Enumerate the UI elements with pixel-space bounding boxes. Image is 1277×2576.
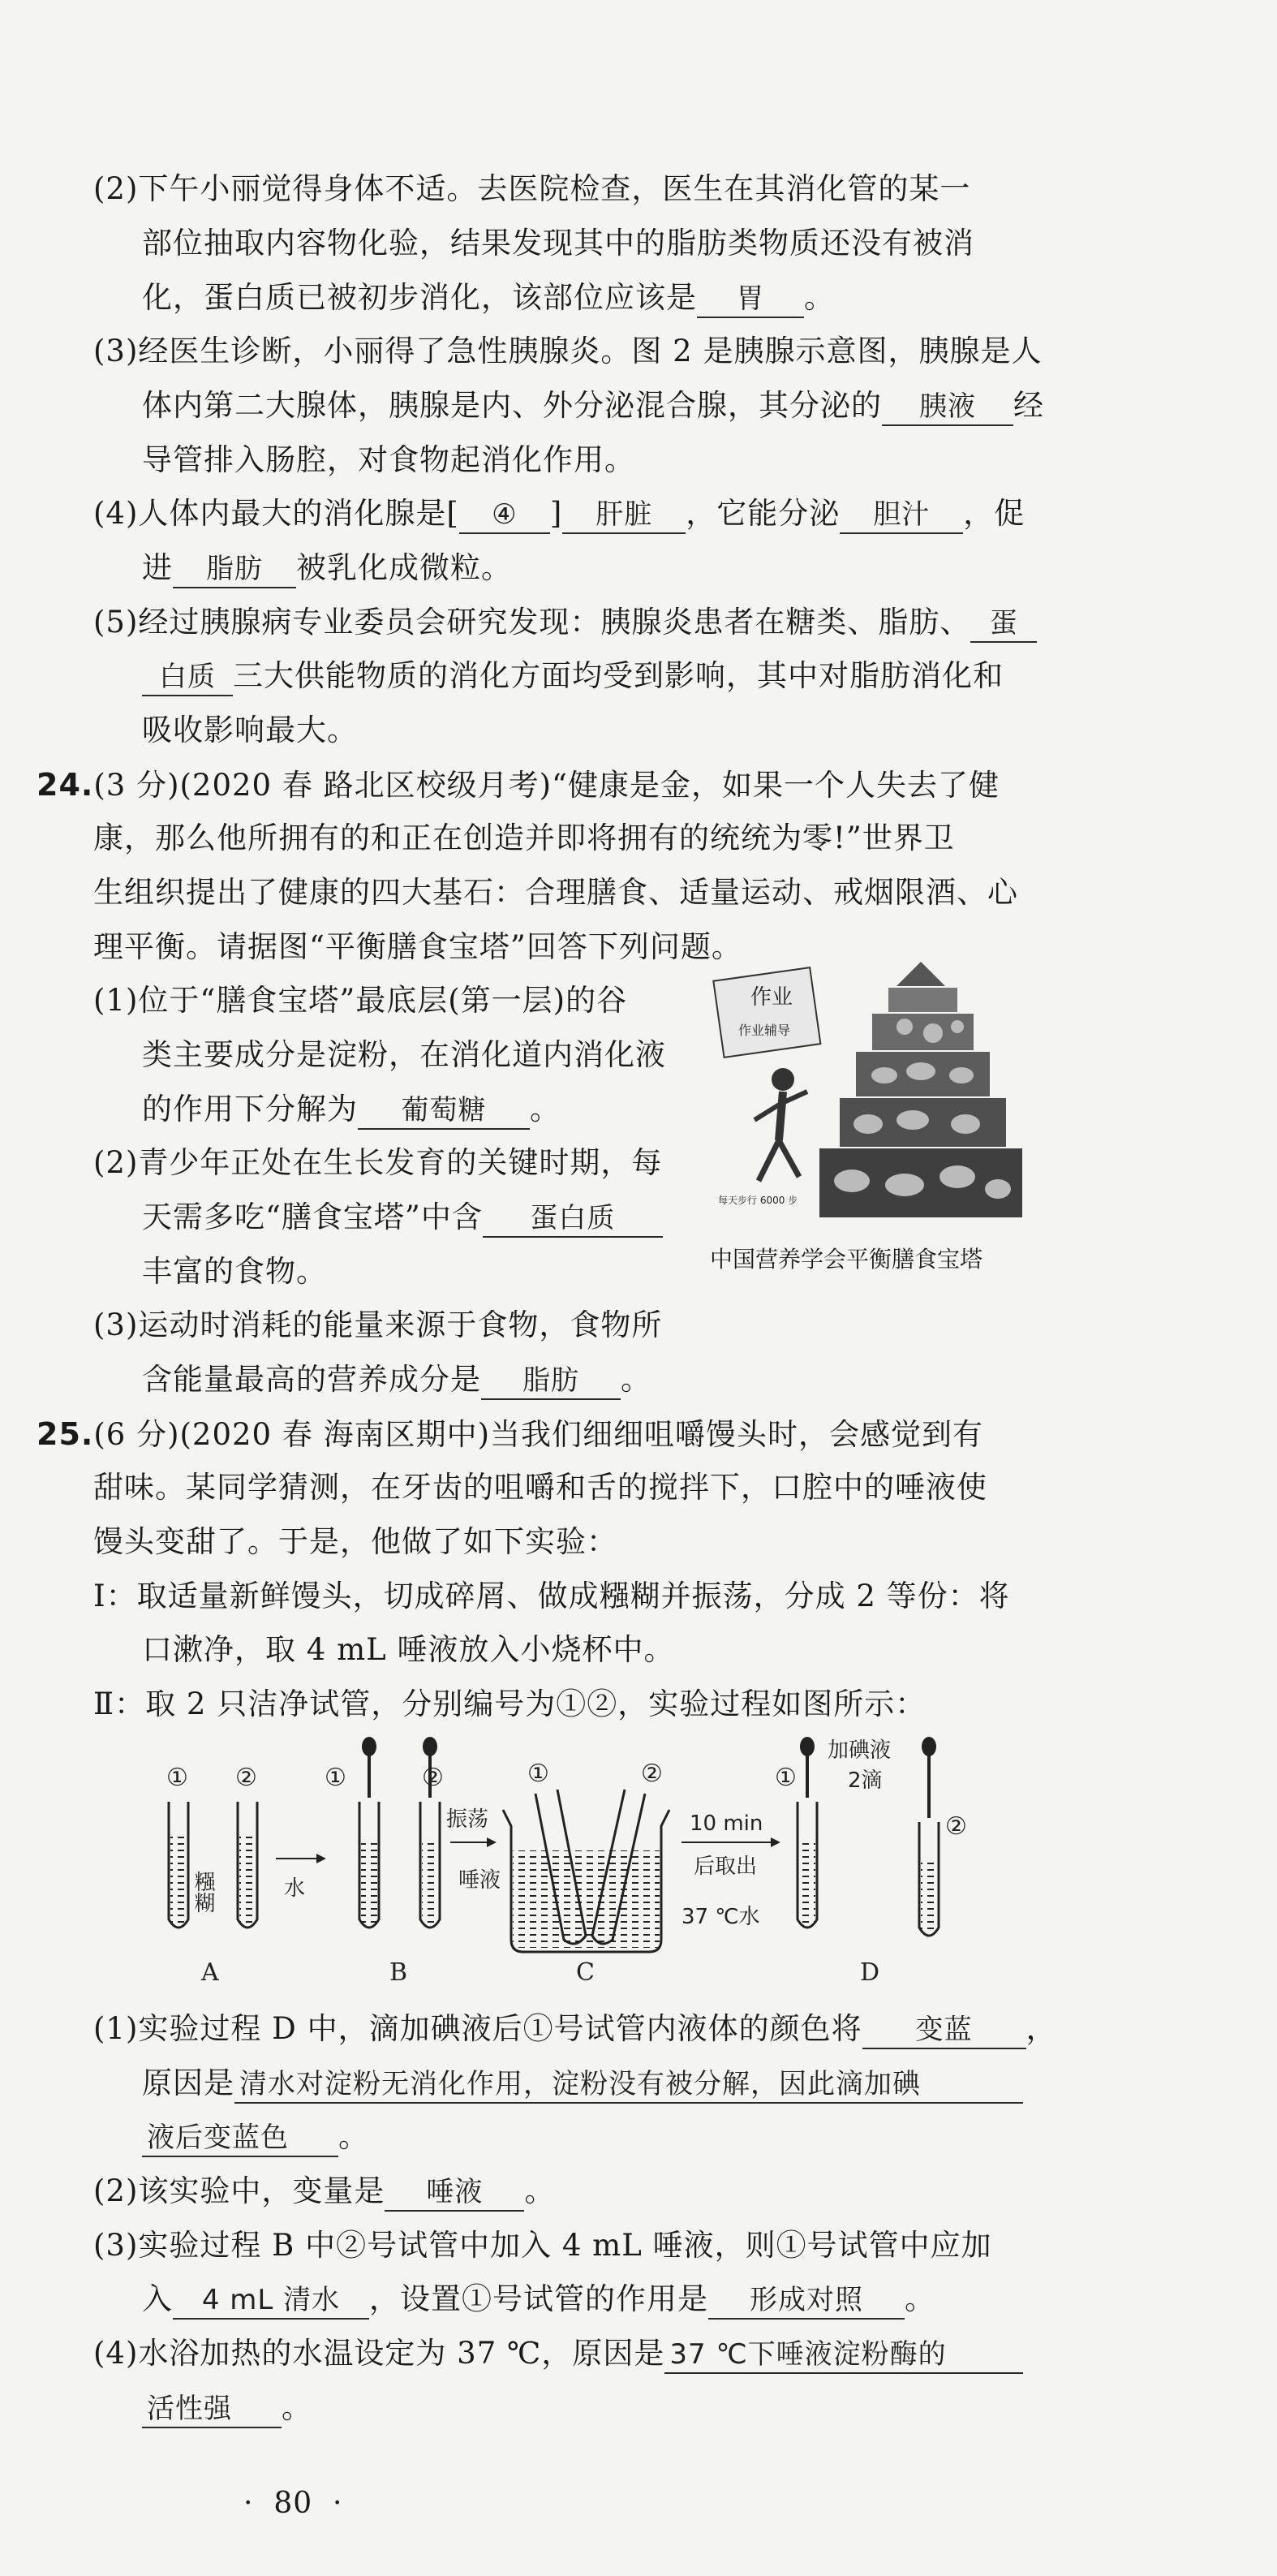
c-tube1-label: ① — [527, 1760, 549, 1788]
q24-part2-line3: 丰富的食物。 — [142, 1254, 327, 1289]
paste-label: 糨糊 — [191, 1871, 215, 1913]
a-tube1-label: ① — [166, 1764, 188, 1792]
q23-part5-line2: 白质 三大供能物质的消化方面均受到影响，其中对脂肪消化和 — [142, 656, 1004, 696]
takeout-label: 后取出 — [694, 1854, 758, 1879]
q24-part1-answer: 葡萄糖 — [358, 1092, 530, 1130]
pyramid-layer-5 — [888, 988, 957, 1012]
q24-part2-answer: 蛋白质 — [483, 1200, 663, 1238]
q23-part2-line2: 部位抽取内容物化验，结果发现其中的脂肪类物质还没有被消 — [142, 226, 974, 261]
q24-line4: 理平衡。请据图“平衡膳食宝塔”回答下列问题。 — [93, 929, 742, 964]
saliva-label: 唾液 — [458, 1868, 501, 1893]
experiment-diagram — [154, 1737, 1087, 1997]
q25-part3-answer-control: 形成对照 — [708, 2282, 905, 2320]
q23-part4-line2: 进 脂肪 被乳化成微粒。 — [142, 548, 512, 588]
runner-head — [772, 1068, 794, 1091]
a-tube2-label: ② — [235, 1764, 257, 1792]
q25-part3-line2: 入 4 mL 清水 ，设置①号试管的作用是 形成对照 。 — [142, 2279, 935, 2320]
q25-part4-line1: (4)水浴加热的水温设定为 37 ℃，原因是 37 ℃下唾液淀粉酶的 — [93, 2333, 1023, 2374]
stage-c-label: C — [576, 1958, 595, 1987]
time-label: 10 min — [690, 1811, 763, 1836]
q24-number: 24. — [37, 767, 94, 803]
q24-part2-line2: 天需多吃“膳食宝塔”中含 蛋白质 — [142, 1197, 663, 1238]
q24-part3-answer: 脂肪 — [481, 1363, 621, 1400]
b-tube1-label: ① — [325, 1764, 346, 1792]
q23-part3-line3: 导管排入肠腔，对食物起消化作用。 — [142, 442, 635, 477]
q25-part4-answer-a: 37 ℃下唾液淀粉酶的 — [664, 2337, 1023, 2374]
q24-part1-line1: (1)位于“膳食宝塔”最底层(第一层)的谷 — [93, 983, 628, 1018]
pyramid-layer-top — [896, 962, 945, 986]
d-dropper2 — [922, 1737, 936, 1818]
temperature-label: 37 ℃水 — [681, 1905, 760, 1929]
q25-part3-line1: (3)实验过程 B 中②号试管中加入 4 mL 唾液，则①号试管中应加 — [93, 2228, 992, 2263]
q25-part1-line1: (1)实验过程 D 中，滴加碘液后①号试管内液体的颜色将 变蓝 ， — [93, 2009, 1057, 2049]
stage-b-label: B — [389, 1958, 408, 1987]
iodine-drops-label: 2滴 — [848, 1768, 883, 1793]
q23-part3-line1: (3)经医生诊断，小丽得了急性胰腺炎。图 2 是胰腺示意图，胰腺是人 — [93, 334, 1043, 368]
experiment-illustration — [154, 1737, 1087, 1997]
iodine-label: 加碘液 — [828, 1738, 892, 1763]
q23-part4-answer-number: ④ — [459, 497, 550, 534]
q25-number: 25. — [37, 1416, 94, 1452]
q25-line3: 馒头变甜了。于是，他做了如下实验： — [93, 1524, 617, 1559]
q23-part2-answer: 胃 — [697, 281, 804, 318]
q24-part3-line2: 含能量最高的营养成分是 脂肪 。 — [142, 1359, 651, 1400]
q25-part1-line3: 液后变蓝色 。 — [142, 2117, 369, 2157]
q24-line2: 康，那么他所拥有的和正在创造并即将拥有的统统为零!”世界卫 — [93, 821, 955, 855]
water-label: 水 — [284, 1876, 306, 1901]
food-pyramid-figure — [706, 946, 1063, 1226]
c-tube2-label: ② — [641, 1760, 663, 1788]
q25-step2-line1: Ⅱ：取 2 只洁净试管，分别编号为①②，实验过程如图所示： — [93, 1686, 927, 1721]
q25-step1-line1: Ⅰ：取适量新鲜馒头，切成碎屑、做成糨糊并振荡，分成 2 等份：将 — [93, 1579, 1010, 1613]
q23-part4-answer-secretion: 胆汁 — [840, 497, 963, 534]
q24-line3: 生组织提出了健康的四大基石：合理膳食、适量运动、戒烟限酒、心 — [93, 875, 1018, 910]
q24-line1: 24.(3 分)(2020 春 路北区校级月考)“健康是金，如果一个人失去了健 — [37, 767, 1000, 803]
q25-part3-answer-water: 4 mL 清水 — [173, 2282, 369, 2320]
d-tube1-label: ① — [775, 1764, 797, 1792]
stage-d-label: D — [860, 1958, 880, 1987]
q25-line1: 25.(6 分)(2020 春 海南区期中)当我们细细咀嚼馒头时，会感觉到有 — [37, 1416, 984, 1452]
sign-text-tutoring: 作业辅导 — [738, 1023, 791, 1038]
q24-part3-line1: (3)运动时消耗的能量来源于食物，食物所 — [93, 1307, 663, 1342]
q24-part2-line1: (2)青少年正处在生长发育的关键时期，每 — [93, 1145, 663, 1180]
q25-part1-line2: 原因是 清水对淀粉无消化作用，淀粉没有被分解，因此滴加碘 — [142, 2063, 1023, 2104]
q25-part4-line2: 活性强 。 — [142, 2388, 312, 2428]
q23-part2-line3: 化，蛋白质已被初步消化，该部位应该是 胃 。 — [142, 278, 835, 318]
q23-part4-line1: (4)人体内最大的消化腺是[ ④ ] 肝脏 ，它能分泌 胆汁 ，促 — [93, 493, 1025, 534]
q25-part1-answer-color: 变蓝 — [862, 2012, 1026, 2049]
b-tube2-label: ② — [422, 1764, 444, 1792]
q23-part4-answer-organ: 肝脏 — [562, 497, 686, 534]
q25-step1-line2: 口漱净，取 4 mL 唾液放入小烧杯中。 — [142, 1632, 675, 1667]
food-pyramid-caption: 中国营养学会平衡膳食宝塔 — [710, 1246, 983, 1273]
d-dropper1 — [800, 1737, 815, 1798]
page-number: · 80 · — [243, 2487, 343, 2520]
q23-part2-line1: (2)下午小丽觉得身体不适。去医院检查，医生在其消化管的某一 — [93, 171, 971, 206]
steps-text: 每天步行 6000 步 — [718, 1195, 798, 1206]
q23-part5-line1: (5)经过胰腺病专业委员会研究发现：胰腺炎患者在糖类、脂肪、 蛋 — [93, 602, 1037, 643]
q23-part5-answer-a: 蛋 — [970, 605, 1037, 643]
q25-part4-answer-b: 活性强 — [142, 2391, 282, 2428]
shake-label: 振荡 — [446, 1807, 489, 1832]
q25-part1-answer-reason-b: 液后变蓝色 — [142, 2120, 338, 2157]
q23-part3-line2: 体内第二大腺体，胰腺是内、外分泌混合腺，其分泌的 胰液 经 — [142, 386, 1044, 426]
q25-line2: 甜味。某同学猜测，在牙齿的咀嚼和舌的搅拌下，口腔中的唾液使 — [93, 1470, 987, 1505]
sign-text-homework: 作业 — [750, 985, 793, 1010]
b-dropper1 — [362, 1737, 376, 1798]
q23-part3-answer: 胰液 — [882, 389, 1013, 426]
q23-part5-answer-b: 白质 — [142, 659, 233, 696]
q24-part1-line2: 类主要成分是淀粉，在消化道内消化液 — [142, 1037, 666, 1072]
homework-sign — [713, 967, 820, 1058]
q24-part1-line3: 的作用下分解为 葡萄糖 。 — [142, 1089, 561, 1130]
stage-a-label: A — [201, 1958, 219, 1987]
q25-part2-line1: (2)该实验中，变量是 唾液 。 — [93, 2171, 555, 2212]
q25-part1-answer-reason-a: 清水对淀粉无消化作用，淀粉没有被分解，因此滴加碘 — [234, 2066, 1023, 2104]
d-tube2-label: ② — [945, 1812, 967, 1841]
q23-part4-answer-fat: 脂肪 — [173, 551, 296, 588]
q23-part5-line3: 吸收影响最大。 — [142, 713, 358, 747]
food-pyramid-illustration — [706, 946, 1063, 1226]
q25-part2-answer: 唾液 — [385, 2174, 524, 2212]
